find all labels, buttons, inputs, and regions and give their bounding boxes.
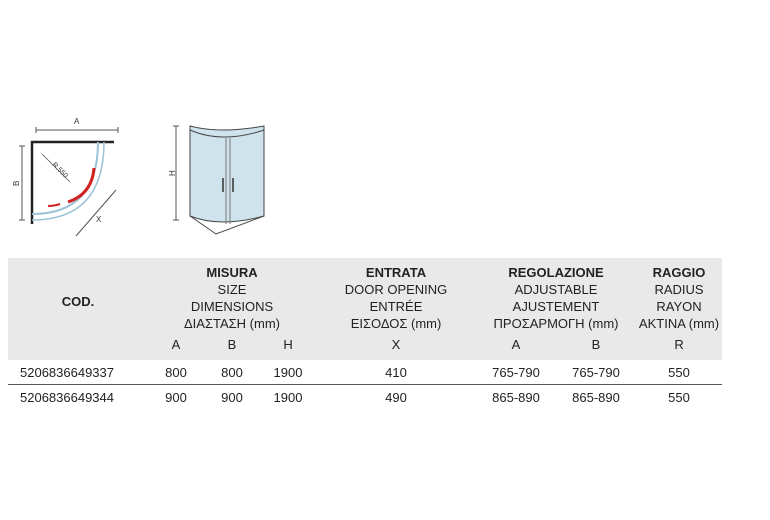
- product-code-cell: 5206836649344: [20, 389, 114, 405]
- table-row: [8, 385, 722, 410]
- table-cell: 900: [165, 389, 187, 405]
- adjustable-group-header: REGOLAZIONE ADJUSTABLE AJUSTEMENT ΠΡΟΣΑΡΜΟΓΗ (mm): [476, 258, 636, 332]
- dimension-b-label: B: [12, 180, 21, 186]
- dimension-h-label: H: [168, 170, 177, 176]
- product-code-cell: 5206836649337: [8, 360, 148, 385]
- sub-header-row: [8, 332, 722, 360]
- sub-header-empty: [8, 332, 148, 360]
- table-cell: 1900: [273, 389, 303, 405]
- group-header-row: [8, 258, 722, 332]
- sub-header-adj-b: B: [556, 332, 636, 360]
- sub-header-a: A: [148, 332, 204, 360]
- table-cell: 900: [221, 389, 243, 405]
- dimension-a-label: A: [74, 117, 80, 126]
- sub-header-r: R: [636, 332, 722, 360]
- table-cell: 410: [316, 360, 476, 385]
- perspective-view-diagram: [160, 100, 270, 240]
- sub-header-adj-a: A: [476, 332, 556, 360]
- radius-label: R.550: [50, 161, 69, 180]
- table-cell: 765-790: [476, 360, 556, 385]
- sub-header-b: B: [204, 332, 260, 360]
- table-cell: 550: [636, 360, 722, 385]
- radius-group-header: RAGGIO RADIUS RAYON AKTINA (mm): [636, 258, 722, 332]
- plan-view-diagram: [8, 110, 138, 250]
- product-drawings: [0, 100, 300, 250]
- table-cell: 865-890: [492, 389, 540, 405]
- size-group-header: MISURA SIZE DIMENSIONS ΔΙΑΣΤΑΣΗ (mm): [148, 258, 316, 332]
- table-cell: 1900: [260, 360, 316, 385]
- table-cell: 865-890: [572, 389, 620, 405]
- specifications-table: [8, 258, 722, 409]
- table-cell: 490: [385, 389, 407, 405]
- table-cell: 800: [204, 360, 260, 385]
- sub-header-h: H: [260, 332, 316, 360]
- sub-header-x: X: [316, 332, 476, 360]
- table-cell: 765-790: [556, 360, 636, 385]
- door-opening-group-header: ENTRATA DOOR OPENING ENTRÉE ΕΙΣΟΔΟΣ (mm): [316, 258, 476, 332]
- table-cell: 800: [148, 360, 204, 385]
- table-row: [8, 360, 722, 385]
- table-cell: 550: [668, 389, 690, 405]
- dimension-x-label: X: [96, 215, 102, 224]
- code-column-header: COD.: [8, 258, 148, 332]
